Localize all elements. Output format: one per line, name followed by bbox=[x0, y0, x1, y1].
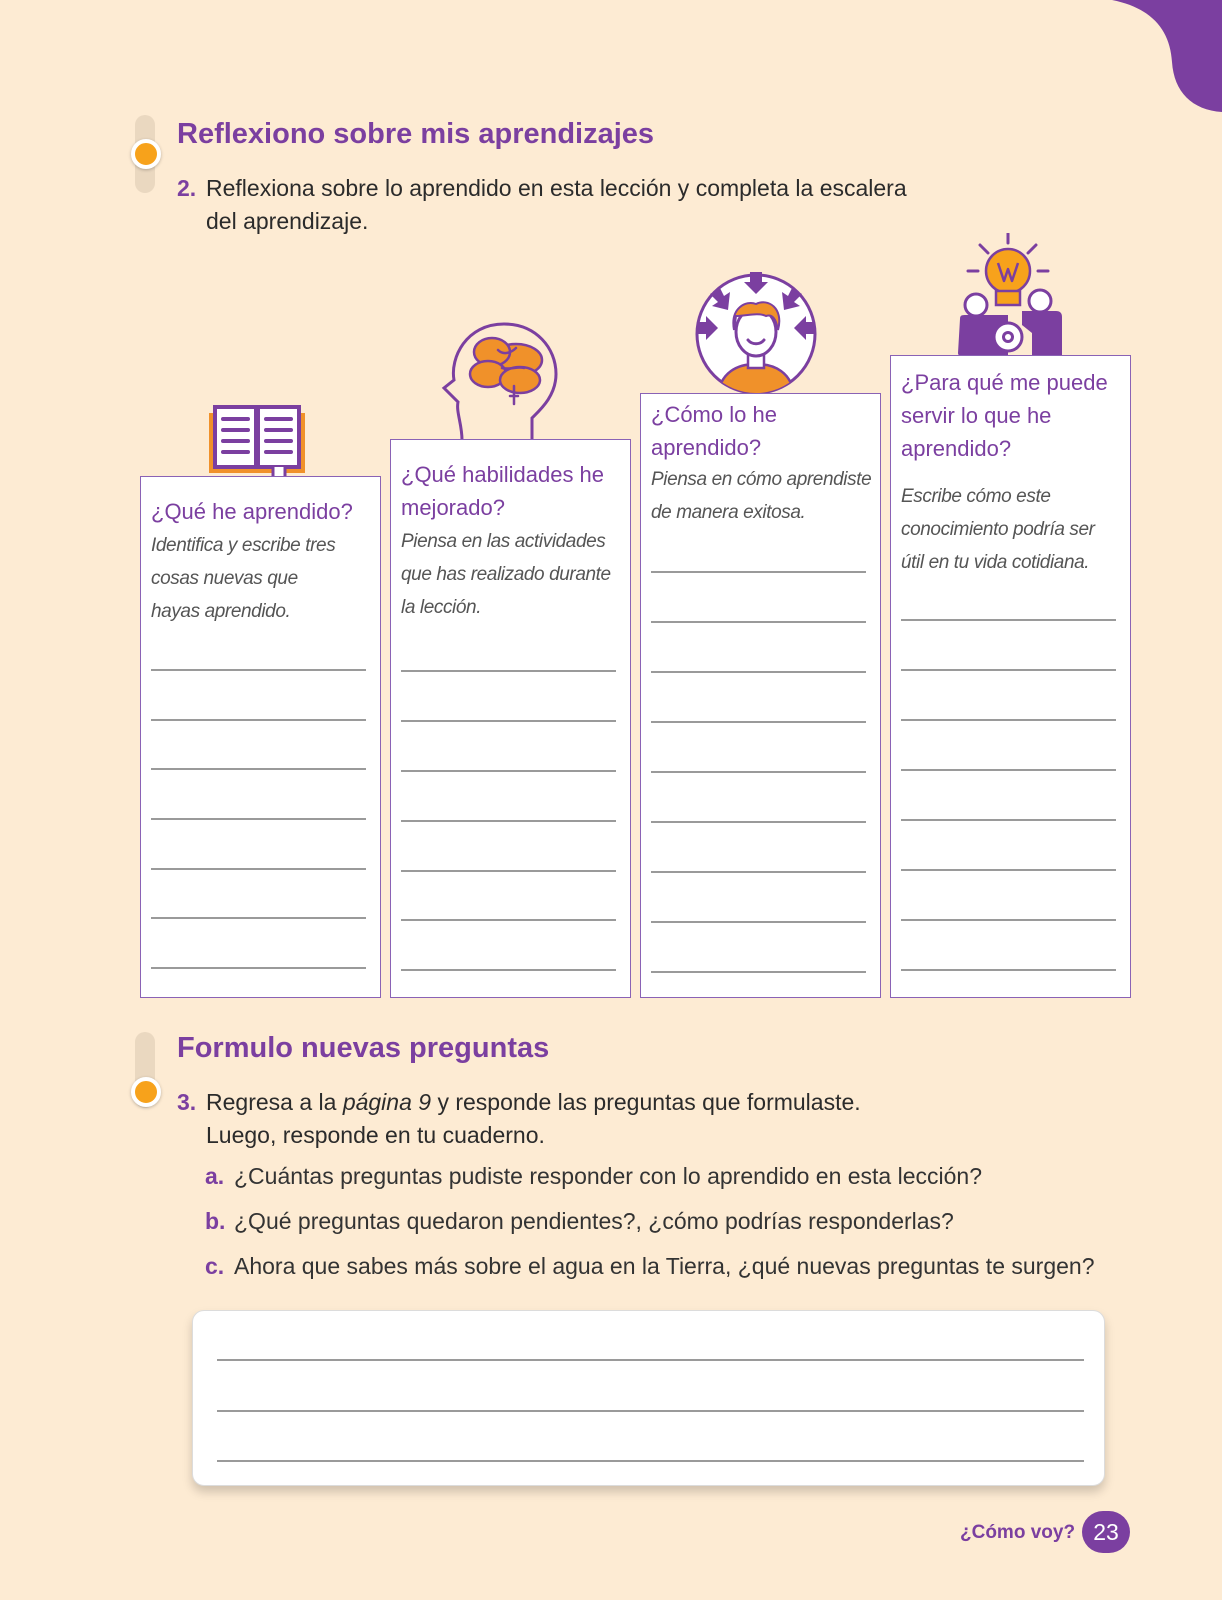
answer-line[interactable] bbox=[401, 670, 616, 672]
section-title: Formulo nuevas preguntas bbox=[177, 1032, 550, 1064]
instruction bbox=[177, 172, 977, 238]
answer-line[interactable] bbox=[401, 919, 616, 921]
card-title: ¿Qué habilidades he mejorado? bbox=[401, 462, 605, 520]
answer-line[interactable] bbox=[651, 821, 866, 823]
instruction-text-line2: Luego, responde en tu cuaderno. bbox=[206, 1122, 545, 1148]
card-title: ¿Para qué me puede servir lo que he aprendido? bbox=[901, 370, 1108, 461]
corner-decoration bbox=[1112, 0, 1222, 115]
answer-line[interactable] bbox=[651, 671, 866, 673]
instruction-number: 3. bbox=[177, 1089, 197, 1115]
answer-line[interactable] bbox=[901, 619, 1116, 621]
answer-line[interactable] bbox=[401, 969, 616, 971]
answer-line[interactable] bbox=[151, 868, 366, 870]
lightbulb-gear-icon bbox=[952, 233, 1062, 361]
answer-line[interactable] bbox=[651, 621, 866, 623]
card-skills-improved bbox=[390, 439, 631, 998]
instruction bbox=[177, 1086, 977, 1152]
answer-line[interactable] bbox=[151, 917, 366, 919]
answer-line[interactable] bbox=[151, 669, 366, 671]
instruction-text-line2: del aprendizaje. bbox=[206, 208, 369, 234]
card-title: ¿Cómo lo he aprendido? bbox=[651, 402, 777, 460]
answer-line[interactable] bbox=[901, 919, 1116, 921]
card-hint: Piensa en cómo aprendiste de manera exitosa. bbox=[651, 469, 872, 523]
instruction-number: 2. bbox=[177, 175, 197, 201]
answer-line[interactable] bbox=[151, 818, 366, 820]
question-item: a. ¿Cuántas preguntas pudiste responder con lo aprendido en esta lección? bbox=[205, 1163, 982, 1189]
answer-line[interactable] bbox=[151, 768, 366, 770]
answer-line[interactable] bbox=[901, 719, 1116, 721]
person-focus-icon bbox=[694, 272, 818, 394]
answer-line[interactable] bbox=[401, 770, 616, 772]
card-hint: Piensa en las actividades que has realizado durante la lección. bbox=[401, 531, 611, 618]
page-reference: página 9 bbox=[342, 1089, 432, 1115]
answer-line[interactable] bbox=[401, 720, 616, 722]
book-icon bbox=[207, 405, 307, 485]
answer-line[interactable] bbox=[217, 1460, 1084, 1462]
answer-line[interactable] bbox=[217, 1359, 1084, 1361]
question-item: b. ¿Qué preguntas quedaron pendientes?, ¿cómo podrías responderlas? bbox=[205, 1208, 954, 1234]
card-hint: Escribe cómo este conocimiento podría ser útil en tu vida cotidiana. bbox=[901, 486, 1095, 573]
page-number: 23 bbox=[1082, 1511, 1130, 1553]
instruction-text-line1: Regresa a la página 9 y responde las preguntas que formulaste. bbox=[206, 1089, 861, 1115]
answer-line[interactable] bbox=[651, 871, 866, 873]
answer-line[interactable] bbox=[401, 870, 616, 872]
answer-line[interactable] bbox=[151, 719, 366, 721]
answer-line[interactable] bbox=[901, 969, 1116, 971]
card-hint: Identifica y escribe tres cosas nuevas que hayas aprendido. bbox=[151, 535, 336, 622]
section-title: Reflexiono sobre mis aprendizajes bbox=[177, 118, 655, 150]
answer-line[interactable] bbox=[651, 971, 866, 973]
footer-label: ¿Cómo voy? bbox=[960, 1522, 1076, 1543]
answer-line[interactable] bbox=[901, 869, 1116, 871]
section-bullet bbox=[131, 1077, 161, 1107]
answer-line[interactable] bbox=[901, 819, 1116, 821]
section-bullet bbox=[131, 139, 161, 169]
card-how-learned bbox=[640, 393, 881, 998]
question-item: c. Ahora que sabes más sobre el agua en la Tierra, ¿qué nuevas preguntas te surgen? bbox=[205, 1253, 1095, 1279]
brain-head-icon bbox=[440, 322, 560, 442]
answer-line[interactable] bbox=[651, 721, 866, 723]
answer-line[interactable] bbox=[151, 967, 366, 969]
answer-line[interactable] bbox=[217, 1410, 1084, 1412]
answer-line[interactable] bbox=[651, 771, 866, 773]
card-title: ¿Qué he aprendido? bbox=[151, 499, 353, 524]
answer-line[interactable] bbox=[401, 820, 616, 822]
answer-line[interactable] bbox=[901, 769, 1116, 771]
answer-box[interactable] bbox=[192, 1310, 1105, 1486]
answer-line[interactable] bbox=[901, 669, 1116, 671]
answer-line[interactable] bbox=[651, 571, 866, 573]
instruction-text-line1: Reflexiona sobre lo aprendido en esta lección y completa la escalera bbox=[206, 175, 907, 201]
answer-line[interactable] bbox=[651, 921, 866, 923]
card-what-learned bbox=[140, 476, 381, 998]
card-usefulness bbox=[890, 355, 1131, 998]
